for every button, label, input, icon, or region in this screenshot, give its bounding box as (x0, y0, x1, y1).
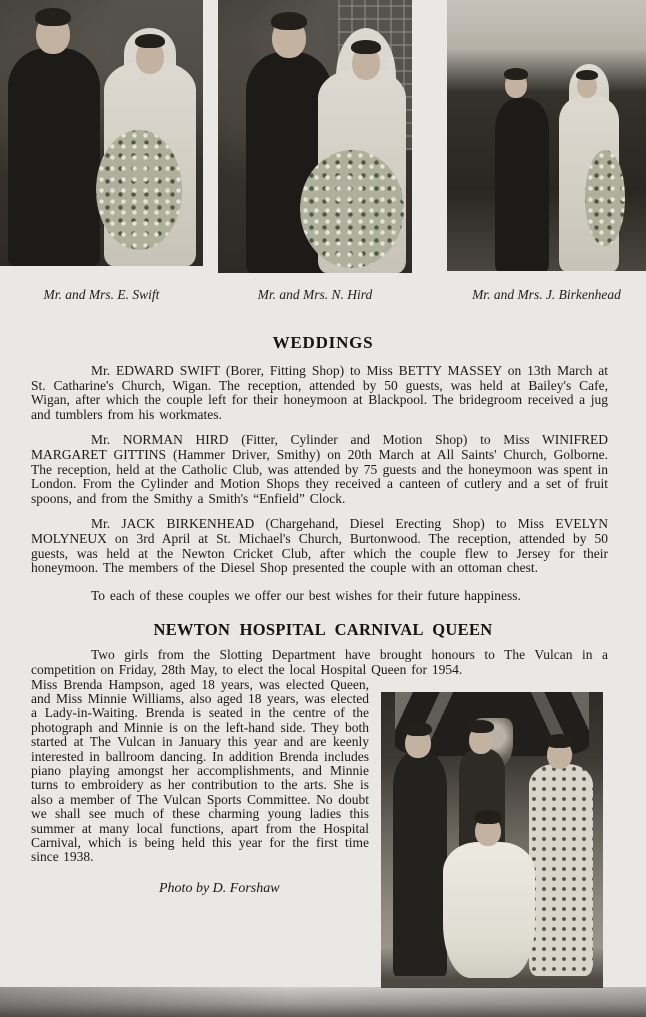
photo-credit: Photo by D. Forshaw (159, 880, 280, 896)
wedding-photo-hird (218, 0, 412, 273)
bride-hair (576, 70, 598, 80)
photo-gutter (412, 0, 447, 273)
bridal-bouquet (96, 130, 182, 250)
groom-figure (495, 98, 549, 271)
caption-gutter (412, 287, 447, 303)
wedding-paragraph-swift: Mr. EDWARD SWIFT (Borer, Fitting Shop) to Miss BETTY MASSEY on 13th March at St. Catharine's Church, Wigan. The reception, attended by 50 guests, was held at Bailey's Cafe, Wigan, after which the couple left for their honeymoon at Blackpool. The bridegroom received a jug and tumblers from his workmates. (31, 363, 608, 422)
weddings-heading: WEDDINGS (272, 333, 374, 352)
wedding-photo-birkenhead (447, 0, 646, 271)
groom-figure (8, 48, 100, 266)
photo-caption-row (0, 287, 646, 303)
bridal-bouquet (585, 150, 625, 246)
caption-gutter (203, 287, 218, 303)
hair (474, 810, 502, 824)
standing-woman-right (529, 764, 593, 976)
wedding-photo-swift (0, 0, 203, 266)
hair (404, 722, 432, 736)
carnival-queen-photo (381, 692, 603, 988)
hair (468, 720, 494, 733)
page-bottom-shadow (0, 987, 646, 1017)
standing-woman-left (393, 750, 447, 976)
wedding-paragraph-hird: Mr. NORMAN HIRD (Fitter, Cylinder and Motion Shop) to Miss WINIFRED MARGARET GITTINS (Hammer Driver, Smithy) on 20th March at All Saints' Church, Golborne. The reception, held at the Catholic Club, was attended by 75 guests and the honeymoon was spent in London. From the Cylinder and Motion Shops they received a canteen of cutlery and a set of fruit spoons, and from the Smithy a Smith's “Enfield” Clock. (31, 432, 608, 506)
weddings-article (31, 364, 608, 603)
carnival-heading: NEWTON HOSPITAL CARNIVAL QUEEN (153, 620, 493, 640)
wedding-photo-strip (0, 0, 646, 273)
groom-hair (271, 12, 307, 30)
carnival-intro: Two girls from the Slotting Department have brought honours to The Vulcan in a competition on Friday, 28th May, to elect the local Hospital Queen for 1954. (31, 647, 608, 677)
hair (546, 734, 573, 748)
carnival-text-column: Miss Brenda Hampson, aged 18 years, was elected Queen, and Miss Minnie Williams, also aged 18 years, was elected a Lady-in-Waiting. Brenda is seated in the centre of the photograph and Minnie is on the left-hand side. They both started at The Vulcan in January this year and are keenly interested in ballroom dancing. In addition Brenda includes piano playing amongst her accomplishments, and Minnie turns to embroidery as her contribution to the arts. She is also a member of The Vulcan Sports Committee. No doubt we shall see much of these charming young ladies this summer at many local functions, apart from the Hospital Carnival, which is being held this year for the first time since 1938. (31, 676, 369, 865)
bride-hair (351, 40, 381, 54)
photo-caption-birkenhead: Mr. and Mrs. J. Birkenhead (472, 287, 621, 302)
bridal-bouquet (300, 150, 404, 268)
photo-gutter (203, 0, 218, 266)
carnival-article (31, 648, 608, 896)
seated-carnival-queen (443, 842, 535, 978)
bride-hair (135, 34, 165, 48)
photo-caption-swift: Mr. and Mrs. E. Swift (43, 287, 160, 302)
groom-hair (35, 8, 71, 26)
weddings-closing-line: To each of these couples we offer our best wishes for their future happiness. (91, 587, 521, 603)
groom-hair (504, 68, 528, 80)
wedding-paragraph-birkenhead: Mr. JACK BIRKENHEAD (Chargehand, Diesel Erecting Shop) to Miss EVELYN MOLYNEUX on 3rd April at St. Michael's Church, Burtonwood. The reception, attended by 50 guests, was held at the Newton Cricket Club, after which the couple flew to Jersey for their honeymoon. The members of the Diesel Shop presented the couple with an ottoman chest. (31, 516, 608, 576)
photo-caption-hird: Mr. and Mrs. N. Hird (257, 287, 373, 302)
